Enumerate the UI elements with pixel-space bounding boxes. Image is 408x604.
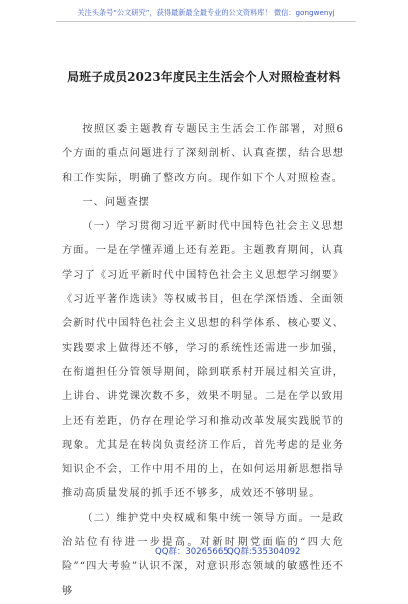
- paragraph-study-thought: （一）学习贯彻习近平新时代中国特色社会主义思想方面。一是在学懂弄通上还有差距。主题教育期间，认真学习了《习近平新时代中国特色社会主义思想学习纲要》《习近平著作选读》等权威书目，但在学深悟透、全面领会新时代中国特色社会主义思想的科学体系、核心要义、实践要求上做得还不够，学习的系统性还需进一步加强，在衔道担任分管领导期间，除到联系村开展过相关宣讲，上讲台、讲党课次数不多，效果不明显。二是在学以致用上还有差距，仍存在理论学习和推动改革发展实践脱节的现象。尤其是在转岗负责经济工作后，首先考虑的是业务知识企不会，工作中用不用的上，在如何运用新思想指导推动高质量发展的抓手还不够多，成效还不够明显。: [62, 221, 344, 500]
- footer-qq-group-1: QQ群：30265665: [155, 547, 229, 557]
- paragraph-party-authority: （二）维护党中央权威和集中统一领导方面。一是政治站位有待进一步提高。对新时期党面临的“四大危险”“四大考验”认识不深，对意识形态领域的敏感性还不够: [62, 512, 344, 597]
- footer-qq-group-2: QQ群:535304092: [227, 547, 301, 557]
- document-title: 局班子成员2023年度民主生活会个人对照检查材料: [67, 70, 341, 84]
- document-body: [62, 118, 344, 604]
- header-banner: 关注头条号“公文研究”，获得最新最全最专业的公文资料库！ 微信：gongwenyj: [56, 8, 356, 22]
- paragraph-intro: 按照区委主题教育专题民主生活会工作部署，对照6个方面的重点问题进行了深刻剖析、认真查摆，结合思想和工作实际，明确了整改方向。现作如下个人对照检查。: [62, 124, 344, 184]
- section-heading-problems: 一、问题查摆: [82, 196, 150, 208]
